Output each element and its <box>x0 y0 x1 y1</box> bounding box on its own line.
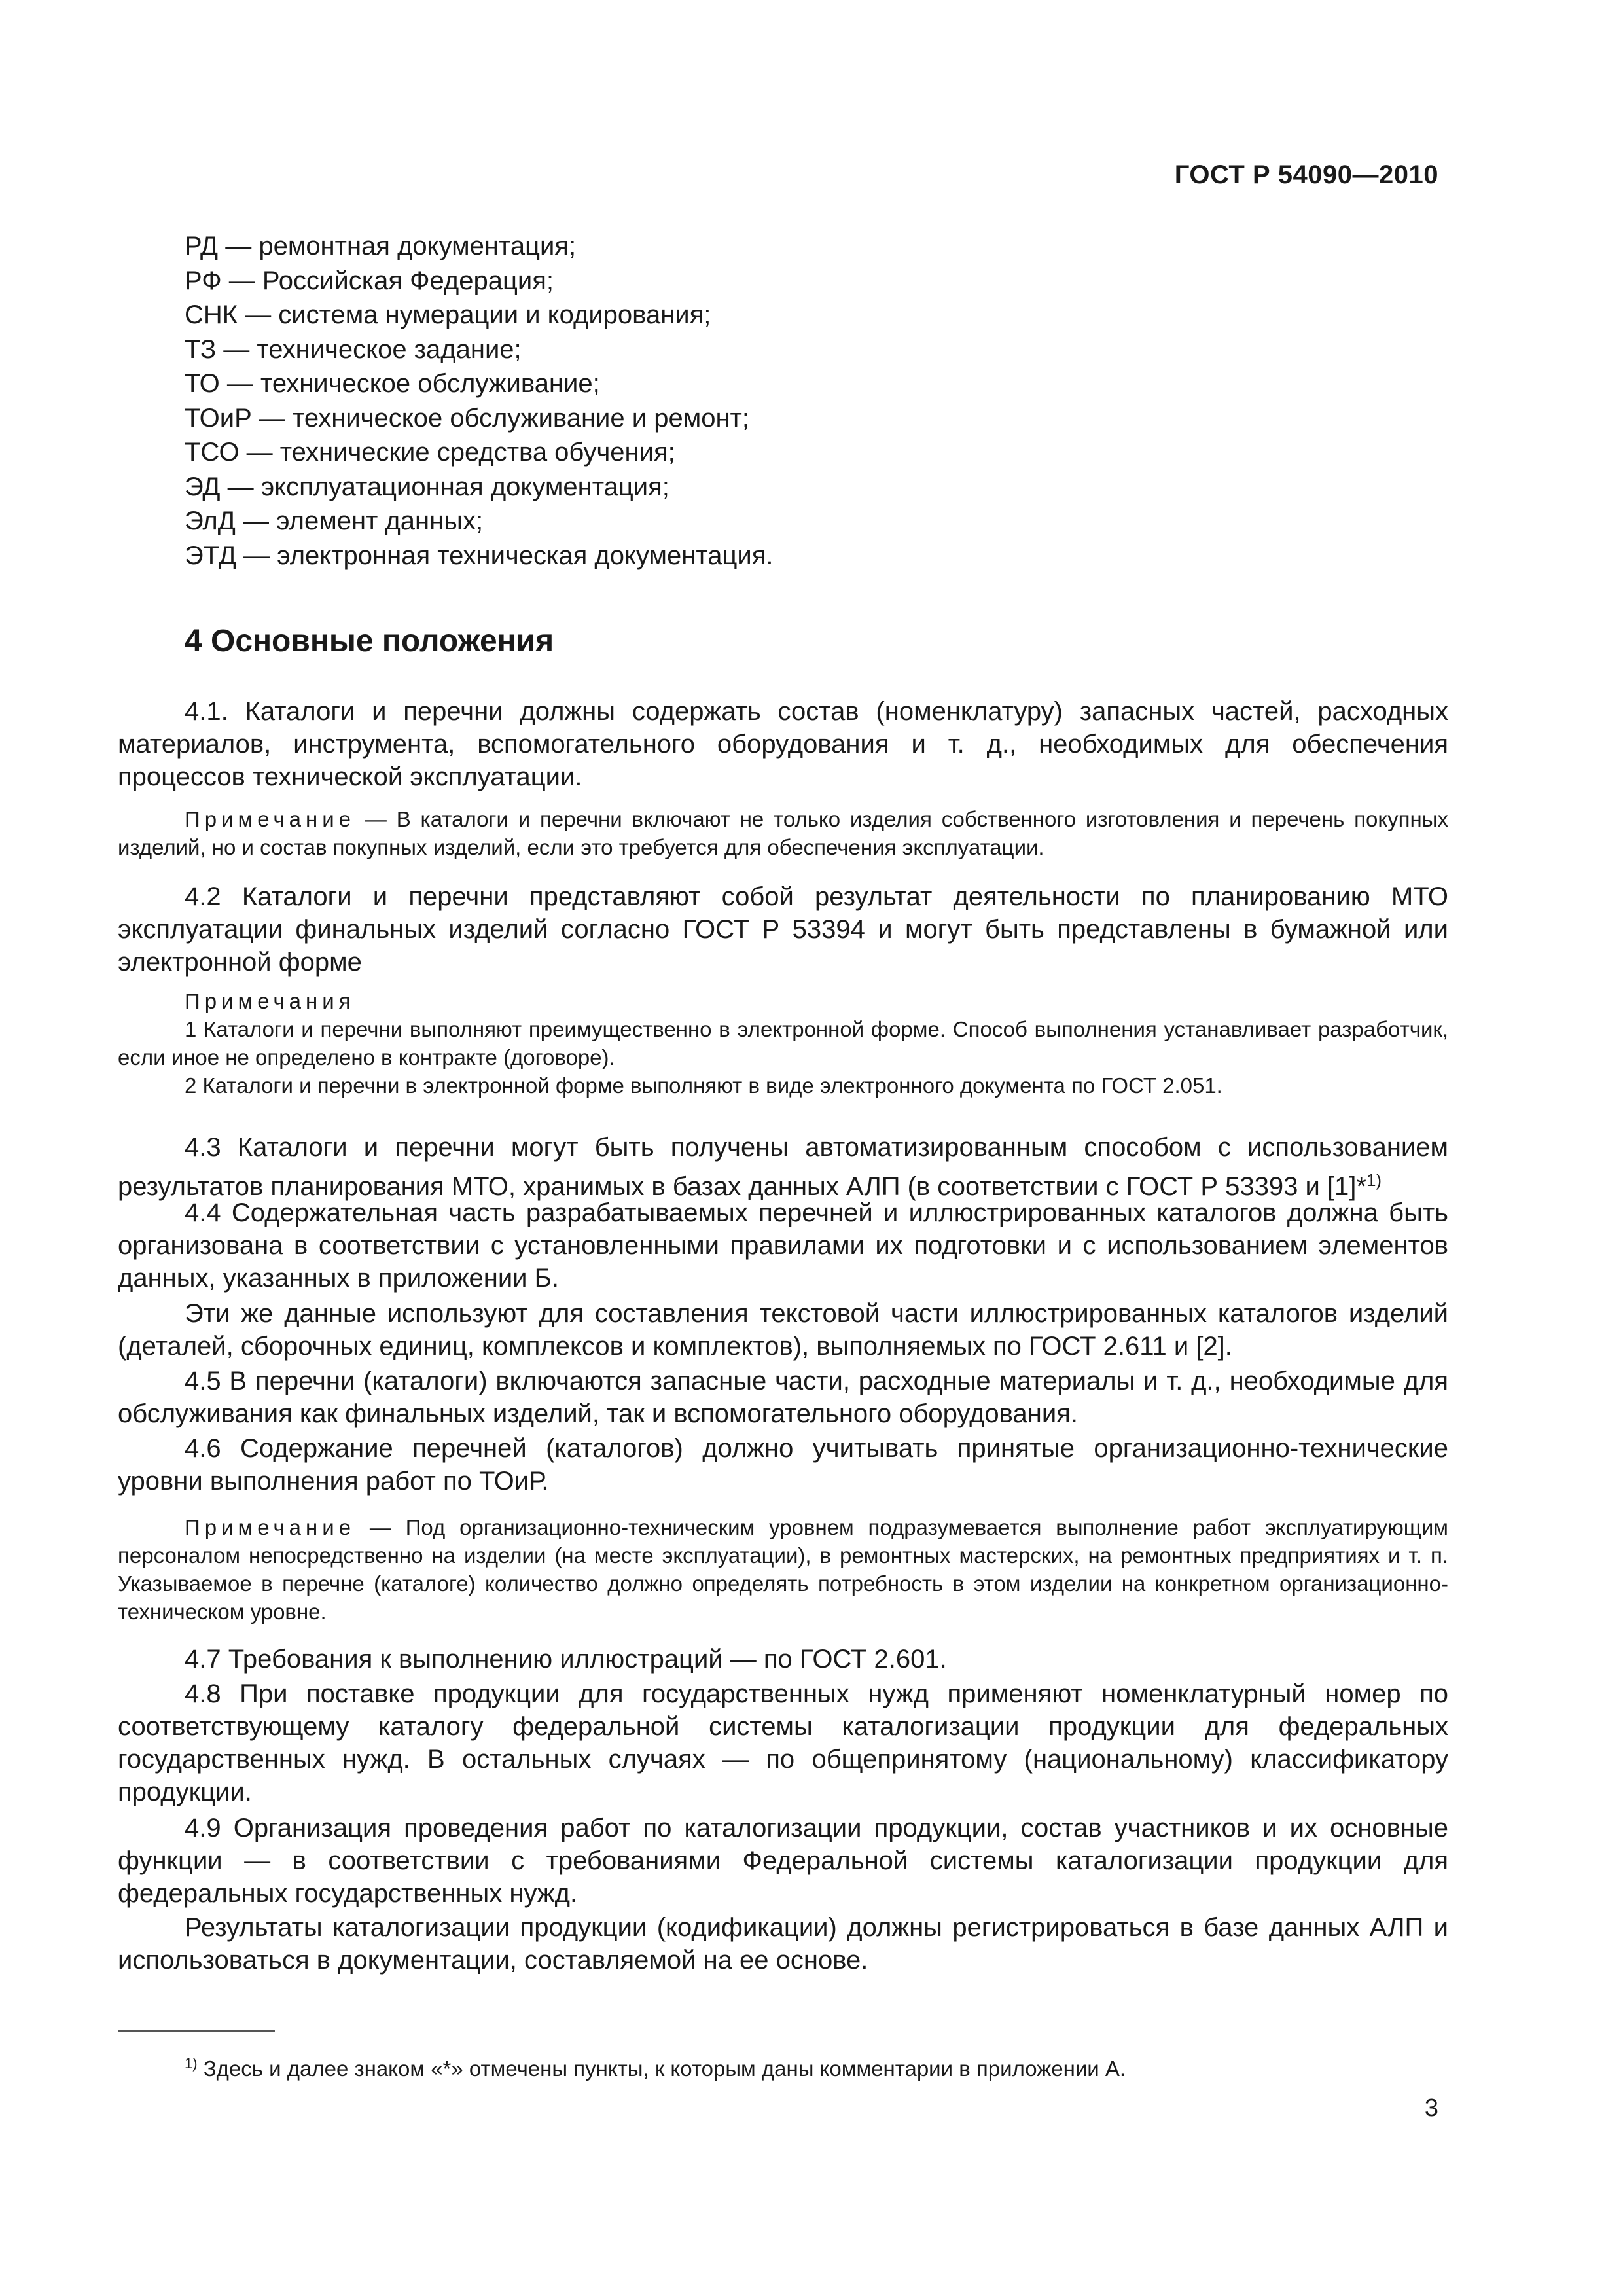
paragraph-text: Эти же данные используют для составления текстовой части иллюстрированных каталогов изделий (деталей, сборочных единиц, комплексов и комплектов), выполняемых по ГОСТ 2.611 и [2]. <box>118 1299 1448 1361</box>
note-item: 2 Каталоги и перечни в электронной форме выполняют в виде электронного документа по ГОСТ 2.051. <box>185 1073 1222 1098</box>
paragraph-text: 4.5 В перечни (каталоги) включаются запасные части, расходные материалы и т. д., необходимые для обслуживания как финальных изделий, так и вспомогательного оборудования. <box>118 1367 1448 1428</box>
abbreviation-item: ТО — техническое обслуживание; <box>185 369 600 398</box>
paragraph-4-1 <box>118 695 1448 793</box>
notes-2 <box>118 987 1448 1100</box>
section-heading: 4 Основные положения <box>185 624 554 658</box>
paragraph-text: 4.9 Организация проведения работ по каталогизации продукции, состав участников и их основные функции — в соответствии с требованиями Федеральной системы каталогизации продукции для федеральных государственных нужд. <box>118 1814 1448 1908</box>
abbreviation-item: ЭТД — электронная техническая документация. <box>185 541 774 570</box>
abbreviation-item: РФ — Российская Федерация; <box>185 266 554 295</box>
abbreviation-item: СНК — система нумерации и кодирования; <box>185 300 711 329</box>
abbreviation-item: ЭД — эксплуатационная документация; <box>185 472 669 501</box>
paragraph-4-4 <box>118 1196 1448 1295</box>
paragraph-4-8 <box>118 1677 1448 1808</box>
page-number: 3 <box>1424 2094 1438 2122</box>
note-item: 1 Каталоги и перечни выполняют преимущественно в электронной форме. Способ выполнения устанавливает разработчик, если иное не определено в контракте (договоре). <box>118 1017 1448 1069</box>
note-body: — Под организационно-техническим уровнем подразумевается выполнение работ эксплуатирующим персоналом непосредственно на изделии (на месте эксплуатации), в ремонтных мастерских, на ремонтных предприятиях и т. п. Указываемое в перечне (каталоге) количество должно определять потребность в этом изделии на конкретном организационно-техническом уровне. <box>118 1515 1448 1624</box>
paragraph-4-9 <box>118 1812 1448 1910</box>
paragraph-text: 4.2 Каталоги и перечни представляют собой результат деятельности по планированию МТО эксплуатации финальных изделий согласно ГОСТ Р 53394 и могут быть представлены в бумажной или электронной форме <box>118 882 1448 977</box>
footnote-text: Здесь и далее знаком «*» отмечены пункты, к которым даны комментарии в приложении А. <box>197 2056 1126 2081</box>
paragraph-4-3 <box>118 1131 1448 1203</box>
note-label: Примечание <box>185 807 356 831</box>
paragraph-4-5 <box>118 1365 1448 1430</box>
paragraph-4-2 <box>118 880 1448 978</box>
paragraph-text: 4.7 Требования к выполнению иллюстраций — по ГОСТ 2.601. <box>185 1645 947 1674</box>
footnote-ref: 1) <box>1366 1170 1382 1190</box>
paragraph-text: 4.3 Каталоги и перечни могут быть получены автоматизированным способом с использованием результатов планирования МТО, хранимых в базах данных АЛП (в соответствии с ГОСТ Р 53393 и [1]*$^{1)}$ <box>118 1133 1448 1201</box>
note-3 <box>118 1513 1448 1626</box>
note-text <box>118 1513 1448 1626</box>
paragraph-4-9-continued <box>118 1911 1448 1977</box>
note-1 <box>118 805 1448 861</box>
footnote-mark: 1) <box>185 2055 198 2072</box>
abbreviation-item: ЭлД — элемент данных; <box>185 507 484 535</box>
note-body: — В каталоги и перечни включают не только изделия собственного изготовления и перечень покупных изделий, но и состав покупных изделий, если это требуется для обеспечения эксплуатации. <box>118 807 1448 859</box>
paragraph-text: 4.1. Каталоги и перечни должны содержать состав (номенклатуру) запасных частей, расходных материалов, инструмента, вспомогательного оборудования и т. д., необходимых для обеспечения процессов технической эксплуатации. <box>118 697 1448 791</box>
paragraph-4-6 <box>118 1432 1448 1498</box>
paragraph-4-7 <box>118 1643 1448 1676</box>
abbreviation-item: РД — ремонтная документация; <box>185 232 577 260</box>
footnote <box>185 2055 1126 2081</box>
abbreviation-item: ТСО — технические средства обучения; <box>185 438 675 467</box>
paragraph-text: 4.8 При поставке продукции для государственных нужд применяют номенклатурный номер по соответствующему каталогу федеральной системы каталогизации продукции для федеральных государственных нужд. В остальных случаях — по общепринятому (национальному) классификатору продукции. <box>118 1679 1448 1806</box>
document-id-header: ГОСТ Р 54090—2010 <box>1174 160 1438 189</box>
paragraph-4-4-continued <box>118 1297 1448 1363</box>
paragraph-text: 4.4 Содержательная часть разрабатываемых перечней и иллюстрированных каталогов должна быть организована в соответствии с установленными правилами их подготовки и с использованием элементов данных, указанных в приложении Б. <box>118 1198 1448 1293</box>
abbreviation-item: ТОиР — техническое обслуживание и ремонт; <box>185 403 749 433</box>
abbreviation-list <box>185 229 773 573</box>
paragraph-text: 4.6 Содержание перечней (каталогов) должно учитывать принятые организационно-технические уровни выполнения работ по ТОиР. <box>118 1434 1448 1496</box>
abbreviation-item: ТЗ — техническое задание; <box>185 334 522 364</box>
notes-label: Примечания <box>185 989 355 1013</box>
note-text <box>118 805 1448 861</box>
footnote-divider <box>118 2030 275 2032</box>
note-label: Примечание <box>185 1515 356 1539</box>
paragraph-text: Результаты каталогизации продукции (кодификации) должны регистрироваться в базе данных АЛП и использоваться в документации, составляемой на ее основе. <box>118 1913 1448 1975</box>
